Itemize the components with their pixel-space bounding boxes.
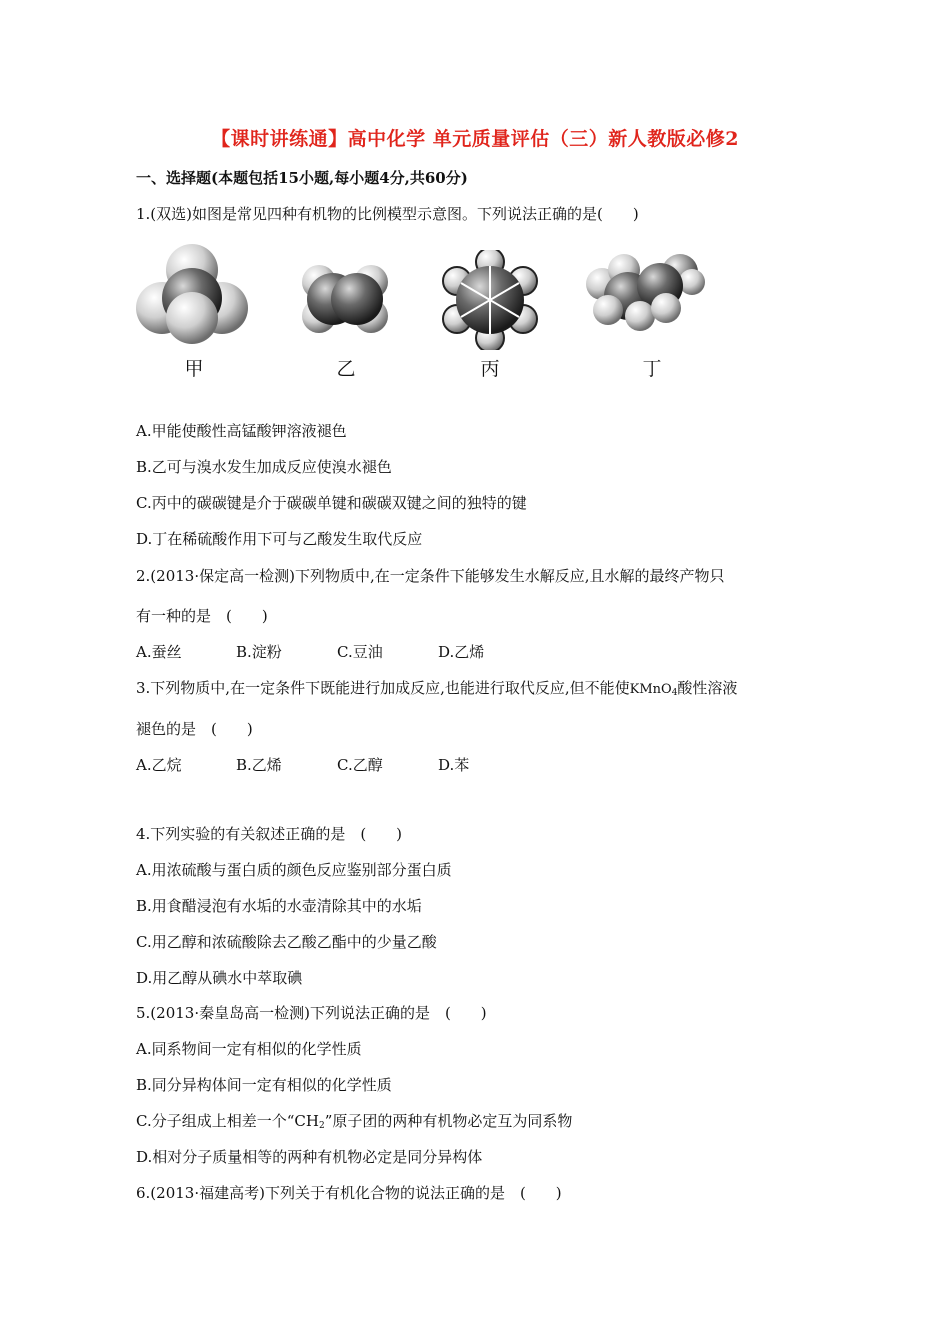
question-5-option-c <box>136 1111 572 1136</box>
question-2-options <box>136 642 484 662</box>
question-3-stem-text: 3.下列物质中,在一定条件下既能进行加成反应,也能进行取代反应,但不能使 <box>136 679 630 697</box>
section-heading: 一、选择题(本题包括15小题,每小题4分,共60分) <box>136 169 468 187</box>
question-5-option-d: D.相对分子质量相等的两种有机物必定是同分异构体 <box>136 1148 483 1166</box>
question-2-stem-line2: 有一种的是 ( ) <box>136 607 268 625</box>
question-2-stem-line1: 2.(2013·保定高一检测)下列物质中,在一定条件下能够发生水解反应,且水解的最终产物只 <box>136 567 725 585</box>
question-4-option-c: C.用乙醇和浓硫酸除去乙酸乙酯中的少量乙酸 <box>136 933 437 951</box>
question-1-option-a: A.甲能使酸性高锰酸钾溶液褪色 <box>136 422 347 440</box>
question-3-option-c: C.乙醇 <box>337 756 383 774</box>
question-5-option-b: B.同分异构体间一定有相似的化学性质 <box>136 1076 392 1094</box>
question-3-formula-subscript: 4 <box>671 688 678 698</box>
question-3-stem-suffix: 酸性溶液 <box>677 679 738 697</box>
question-3-option-d: D.苯 <box>438 756 470 774</box>
question-4-option-a: A.用浓硫酸与蛋白质的颜色反应鉴别部分蛋白质 <box>136 861 452 879</box>
question-2-option-d: D.乙烯 <box>438 643 485 661</box>
figure-label-ding: 丁 <box>642 358 662 380</box>
question-4-option-b: B.用食醋浸泡有水垢的水壶清除其中的水垢 <box>136 897 422 915</box>
figure-label-bing: 丙 <box>480 358 500 380</box>
figure-label-yi: 乙 <box>336 358 356 380</box>
question-3-options <box>136 755 469 775</box>
question-5-option-a: A.同系物间一定有相似的化学性质 <box>136 1040 362 1058</box>
question-1-option-b: B.乙可与溴水发生加成反应使溴水褪色 <box>136 458 392 476</box>
question-1-option-d: D.丁在稀硫酸作用下可与乙酸发生取代反应 <box>136 530 423 548</box>
title-text: 高中化学 单元质量评估（三）新人教版必修2 <box>347 128 739 150</box>
question-1-option-c: C.丙中的碳碳键是介于碳碳单键和碳碳双键之间的独特的键 <box>136 494 527 512</box>
question-5-option-c-suffix: ”原子团的两种有机物必定互为同系物 <box>324 1112 573 1130</box>
question-5-option-c-subscript: 2 <box>318 1121 325 1131</box>
methane-model-icon <box>130 240 255 350</box>
question-3-option-b: B.乙烯 <box>236 756 282 774</box>
question-5-option-c-text: C.分子组成上相差一个“CH <box>136 1112 319 1130</box>
benzene-model-icon <box>440 250 540 350</box>
question-2-option-a: A.蚕丝 <box>136 643 182 661</box>
figure-label-jia: 甲 <box>184 358 204 380</box>
question-2-option-b: B.淀粉 <box>236 643 282 661</box>
ethylene-model-icon <box>295 260 395 340</box>
question-5-stem: 5.(2013·秦皇岛高一检测)下列说法正确的是 ( ) <box>136 1004 487 1022</box>
ethanol-model-icon <box>580 250 710 340</box>
question-2-option-c: C.豆油 <box>337 643 383 661</box>
page-title <box>0 124 950 151</box>
question-4-stem: 4.下列实验的有关叙述正确的是 ( ) <box>136 825 403 843</box>
question-3-stem-line2: 褪色的是 ( ) <box>136 720 253 738</box>
molecule-figure <box>130 240 720 380</box>
question-3-formula: KMnO <box>629 682 672 697</box>
question-3-option-a: A.乙烷 <box>136 756 182 774</box>
question-1-stem: 1.(双选)如图是常见四种有机物的比例模型示意图。下列说法正确的是( ) <box>136 205 639 223</box>
question-4-option-d: D.用乙醇从碘水中萃取碘 <box>136 969 303 987</box>
question-6-stem: 6.(2013·福建高考)下列关于有机化合物的说法正确的是 ( ) <box>136 1184 562 1202</box>
title-series: 【课时讲练通】 <box>211 128 348 150</box>
question-3-stem-line1 <box>136 678 737 703</box>
